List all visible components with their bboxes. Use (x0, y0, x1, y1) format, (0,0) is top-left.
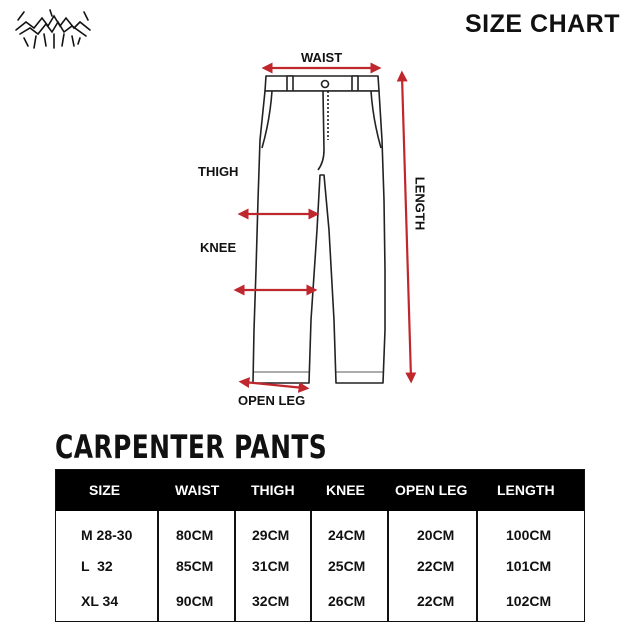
col-header-knee: KNEE (326, 482, 365, 498)
size-table (55, 469, 585, 622)
table-cell: 101CM (506, 558, 552, 574)
table-cell: M 28-30 (81, 527, 133, 543)
table-cell: 102CM (506, 593, 552, 609)
table-cell: 85CM (176, 558, 214, 574)
table-header (56, 470, 584, 511)
column-divider (234, 511, 236, 621)
col-header-size: SIZE (89, 482, 121, 498)
page-title: SIZE CHART (465, 10, 620, 38)
table-cell: 32CM (252, 593, 290, 609)
column-divider (157, 511, 159, 621)
thigh-label: THIGH (198, 164, 239, 179)
col-header-waist: WAIST (175, 482, 220, 498)
table-cell: 22CM (417, 558, 455, 574)
column-divider (476, 511, 478, 621)
table-cell: XL 34 (81, 593, 119, 609)
table-cell: 80CM (176, 527, 214, 543)
col-header-length: LENGTH (497, 482, 555, 498)
table-cell: 25CM (328, 558, 366, 574)
col-header-thigh: THIGH (251, 482, 295, 498)
table-cell: 31CM (252, 558, 290, 574)
table-cell: L 32 (81, 558, 113, 574)
open-leg-label: OPEN LEG (238, 393, 306, 408)
table-cell: 20CM (417, 527, 455, 543)
waist-label: WAIST (301, 50, 343, 65)
table-cell: 24CM (328, 527, 366, 543)
column-divider (310, 511, 312, 621)
table-cell: 29CM (252, 527, 290, 543)
table-cell: 90CM (176, 593, 214, 609)
pants-outline (253, 76, 385, 383)
col-header-open-leg: OPEN LEG (395, 482, 468, 498)
knee-label: KNEE (200, 240, 237, 255)
product-title: CARPENTER PANTS (55, 428, 328, 466)
table-cell: 26CM (328, 593, 366, 609)
table-cell: 22CM (417, 593, 455, 609)
length-label: LENGTH (412, 176, 428, 231)
length-arrow (402, 76, 411, 378)
column-divider (387, 511, 389, 621)
table-cell: 100CM (506, 527, 552, 543)
